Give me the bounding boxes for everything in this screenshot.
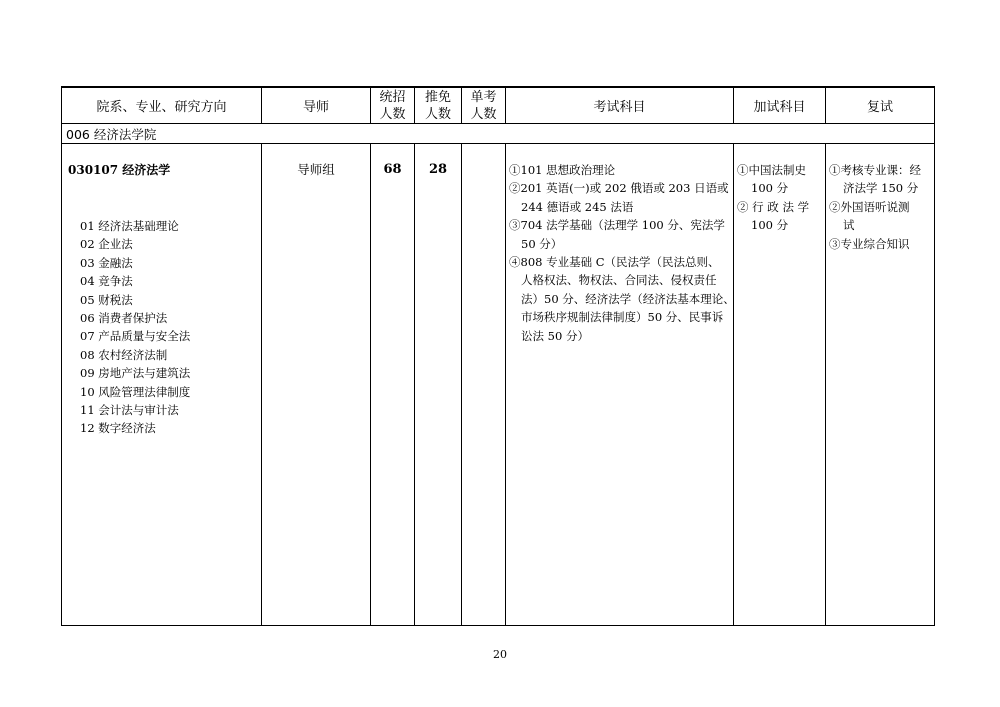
header-exempt-line1: 推免 <box>424 89 451 105</box>
header-divider <box>61 123 935 124</box>
exam-line: ④808 专业基础 C（民法学（民法总则、 <box>509 255 720 270</box>
col-divider <box>370 143 371 626</box>
header-unified-line2: 人数 <box>379 106 406 122</box>
reexam-line: 试 <box>843 218 855 233</box>
exam-line: 244 德语或 245 法语 <box>521 199 634 214</box>
list-item: 03 金融法 <box>80 255 133 270</box>
extra-line: 100 分 <box>751 218 789 233</box>
extra-line: ①中国法制史 <box>737 163 806 177</box>
header-extra-subjects <box>734 88 825 123</box>
header-exam-subjects <box>506 88 733 123</box>
reexam-line: ③专业综合知识 <box>829 236 910 251</box>
header-reexam <box>826 88 934 123</box>
school-row-divider <box>61 143 935 144</box>
col-divider <box>733 143 734 626</box>
extra-line: 100 分 <box>751 181 789 196</box>
list-item: 04 竞争法 <box>80 274 133 289</box>
exam-line: ②201 英语(一)或 202 俄语或 203 日语或 <box>509 181 729 196</box>
header-single-line2: 人数 <box>470 106 497 122</box>
list-item: 07 产品质量与安全法 <box>80 329 191 344</box>
header-advisor-label: 导师 <box>302 100 329 115</box>
header-single-count <box>462 88 505 123</box>
exam-line: 人格权法、物权法、合同法、侵权责任 <box>521 273 717 288</box>
header-dept-label: 院系、专业、研究方向 <box>96 100 227 115</box>
list-item: 02 企业法 <box>80 237 133 252</box>
major-code-name: 030107 经济法学 <box>68 163 171 177</box>
list-item: 06 消费者保护法 <box>80 311 168 326</box>
col-divider <box>825 143 826 626</box>
list-item: 10 风险管理法律制度 <box>80 384 191 399</box>
header-unified-count <box>371 88 414 123</box>
table-border-right <box>934 86 935 626</box>
exam-subjects-list <box>509 161 735 345</box>
exam-line: ③704 法学基础（法理学 100 分、宪法学 <box>509 218 725 233</box>
col-divider <box>261 143 262 626</box>
header-exempt-line2: 人数 <box>424 106 451 122</box>
exam-line: 50 分） <box>521 236 563 251</box>
list-item: 01 经济法基础理论 <box>80 219 179 233</box>
exempt-count-value: 28 <box>428 162 448 177</box>
col-divider <box>461 143 462 626</box>
header-single-line1: 单考 <box>470 89 497 105</box>
reexam-line: ②外国语听说测 <box>829 199 910 214</box>
exam-line: 法）50 分、经济法学（经济法基本理论、 <box>521 291 735 306</box>
exam-line: 市场秩序规制法律制度）50 分、民事诉 <box>521 310 724 325</box>
page-number: 20 <box>493 648 507 661</box>
reexam-line: ①考核专业课：经 <box>829 163 921 177</box>
reexam-line: 济法学 150 分 <box>843 181 919 196</box>
header-reexam-label: 复试 <box>866 100 893 115</box>
list-item: 08 农村经济法制 <box>80 347 168 362</box>
table-border-left <box>61 86 62 626</box>
reexam-list <box>829 161 933 253</box>
extra-subjects-list <box>737 161 823 235</box>
direction-list <box>80 217 190 438</box>
header-exam-subjects-label: 考试科目 <box>593 100 646 115</box>
header-advisor <box>262 88 370 123</box>
header-extra-subjects-label: 加试科目 <box>753 100 806 115</box>
list-item: 12 数字经济法 <box>80 421 156 436</box>
advisor-value: 导师组 <box>297 162 335 177</box>
school-name: 006 经济法学院 <box>66 126 157 142</box>
exam-line: ①101 思想政治理论 <box>509 163 616 177</box>
exam-line: 讼法 50 分） <box>521 328 589 343</box>
col-divider <box>414 143 415 626</box>
header-exempt-count <box>415 88 461 123</box>
extra-line: ② 行 政 法 学 <box>737 199 810 214</box>
unified-count-value: 68 <box>383 162 402 177</box>
header-dept <box>62 88 261 123</box>
list-item: 05 财税法 <box>80 292 133 307</box>
list-item: 11 会计法与审计法 <box>80 403 179 418</box>
table-border-bottom <box>61 625 935 626</box>
list-item: 09 房地产法与建筑法 <box>80 366 191 381</box>
col-divider <box>505 143 506 626</box>
header-unified-line1: 统招 <box>379 89 406 105</box>
